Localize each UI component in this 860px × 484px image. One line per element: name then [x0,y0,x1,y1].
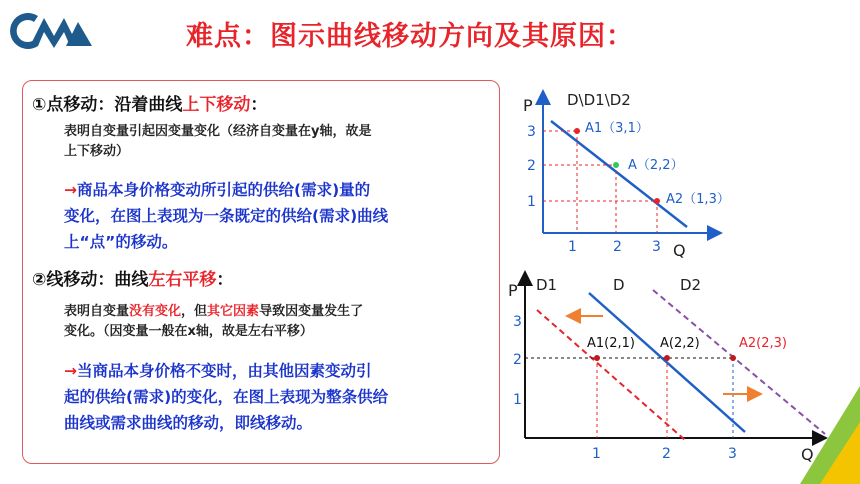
point-a2 [730,355,736,361]
point-a [664,355,670,361]
decorative-corner [800,374,860,484]
x-tick: 1 [592,446,601,462]
point-a2 [654,198,660,204]
section1-note: 表明自变量引起因变量变化（经济自变量在y轴，故是 上下移动） [64,124,372,159]
section1-explanation: →商品本身价格变动所引起的供给(需求)量的 变化，在图上表现为一条既定的供给(需求)曲线 上“点”的移动。 [64,181,389,251]
curve-label-d2: D2 [680,276,702,294]
demand-curve [551,121,687,227]
section1-heading: ①点移动：沿着曲线上下移动： [32,95,268,115]
section2-explanation: →当商品本身价格不变时，由其他因素变动引 起的供给(需求)的变化，在图上表现为整条供给 曲线或需求曲线的移动，即线移动。 [64,362,389,432]
curve-shift-diagram [505,268,845,480]
point-a-label: A(2,2) [660,336,700,351]
curve-d1 [537,310,685,440]
x-tick: 2 [613,239,622,255]
y-tick: 3 [527,124,536,140]
point-a1 [574,128,580,134]
curve-label: D\D1\D2 [567,91,631,109]
x-tick: 2 [662,446,671,462]
point-a2-label: A2(2,3) [739,336,787,351]
x-tick: 3 [652,239,661,255]
x-tick: 1 [568,239,577,255]
section2-heading: ②线移动：曲线左右平移： [32,270,234,290]
point-a-label: A（2,2） [628,158,684,173]
curve-d [589,293,745,432]
point-a1-label: A1（3,1） [585,121,649,136]
curve-label-d: D [613,276,625,294]
point-a1 [594,355,600,361]
section2-note: 表明自变量没有变化，但其它因素导致因变量发生了 变化。（因变量一般在x轴，故是左右平移） [64,304,364,339]
point-a2-label: A2（1,3） [666,192,730,207]
page-title: 难点：图示曲线移动方向及其原因： [186,21,634,52]
company-logo [8,8,94,52]
x-tick: 3 [728,446,737,462]
y-axis-label: P [508,281,518,300]
y-tick: 2 [527,158,536,174]
curve-label-d1: D1 [536,276,558,294]
point-a1-label: A1(2,1) [587,336,635,351]
y-tick: 3 [513,314,522,330]
y-tick: 1 [513,392,522,408]
x-axis-label: Q [801,445,814,464]
y-axis-label: P [523,96,533,115]
point-a [613,162,619,168]
x-axis-label: Q [673,241,686,260]
point-movement-diagram [515,85,745,260]
y-tick: 1 [527,194,536,210]
y-tick: 2 [513,352,522,368]
